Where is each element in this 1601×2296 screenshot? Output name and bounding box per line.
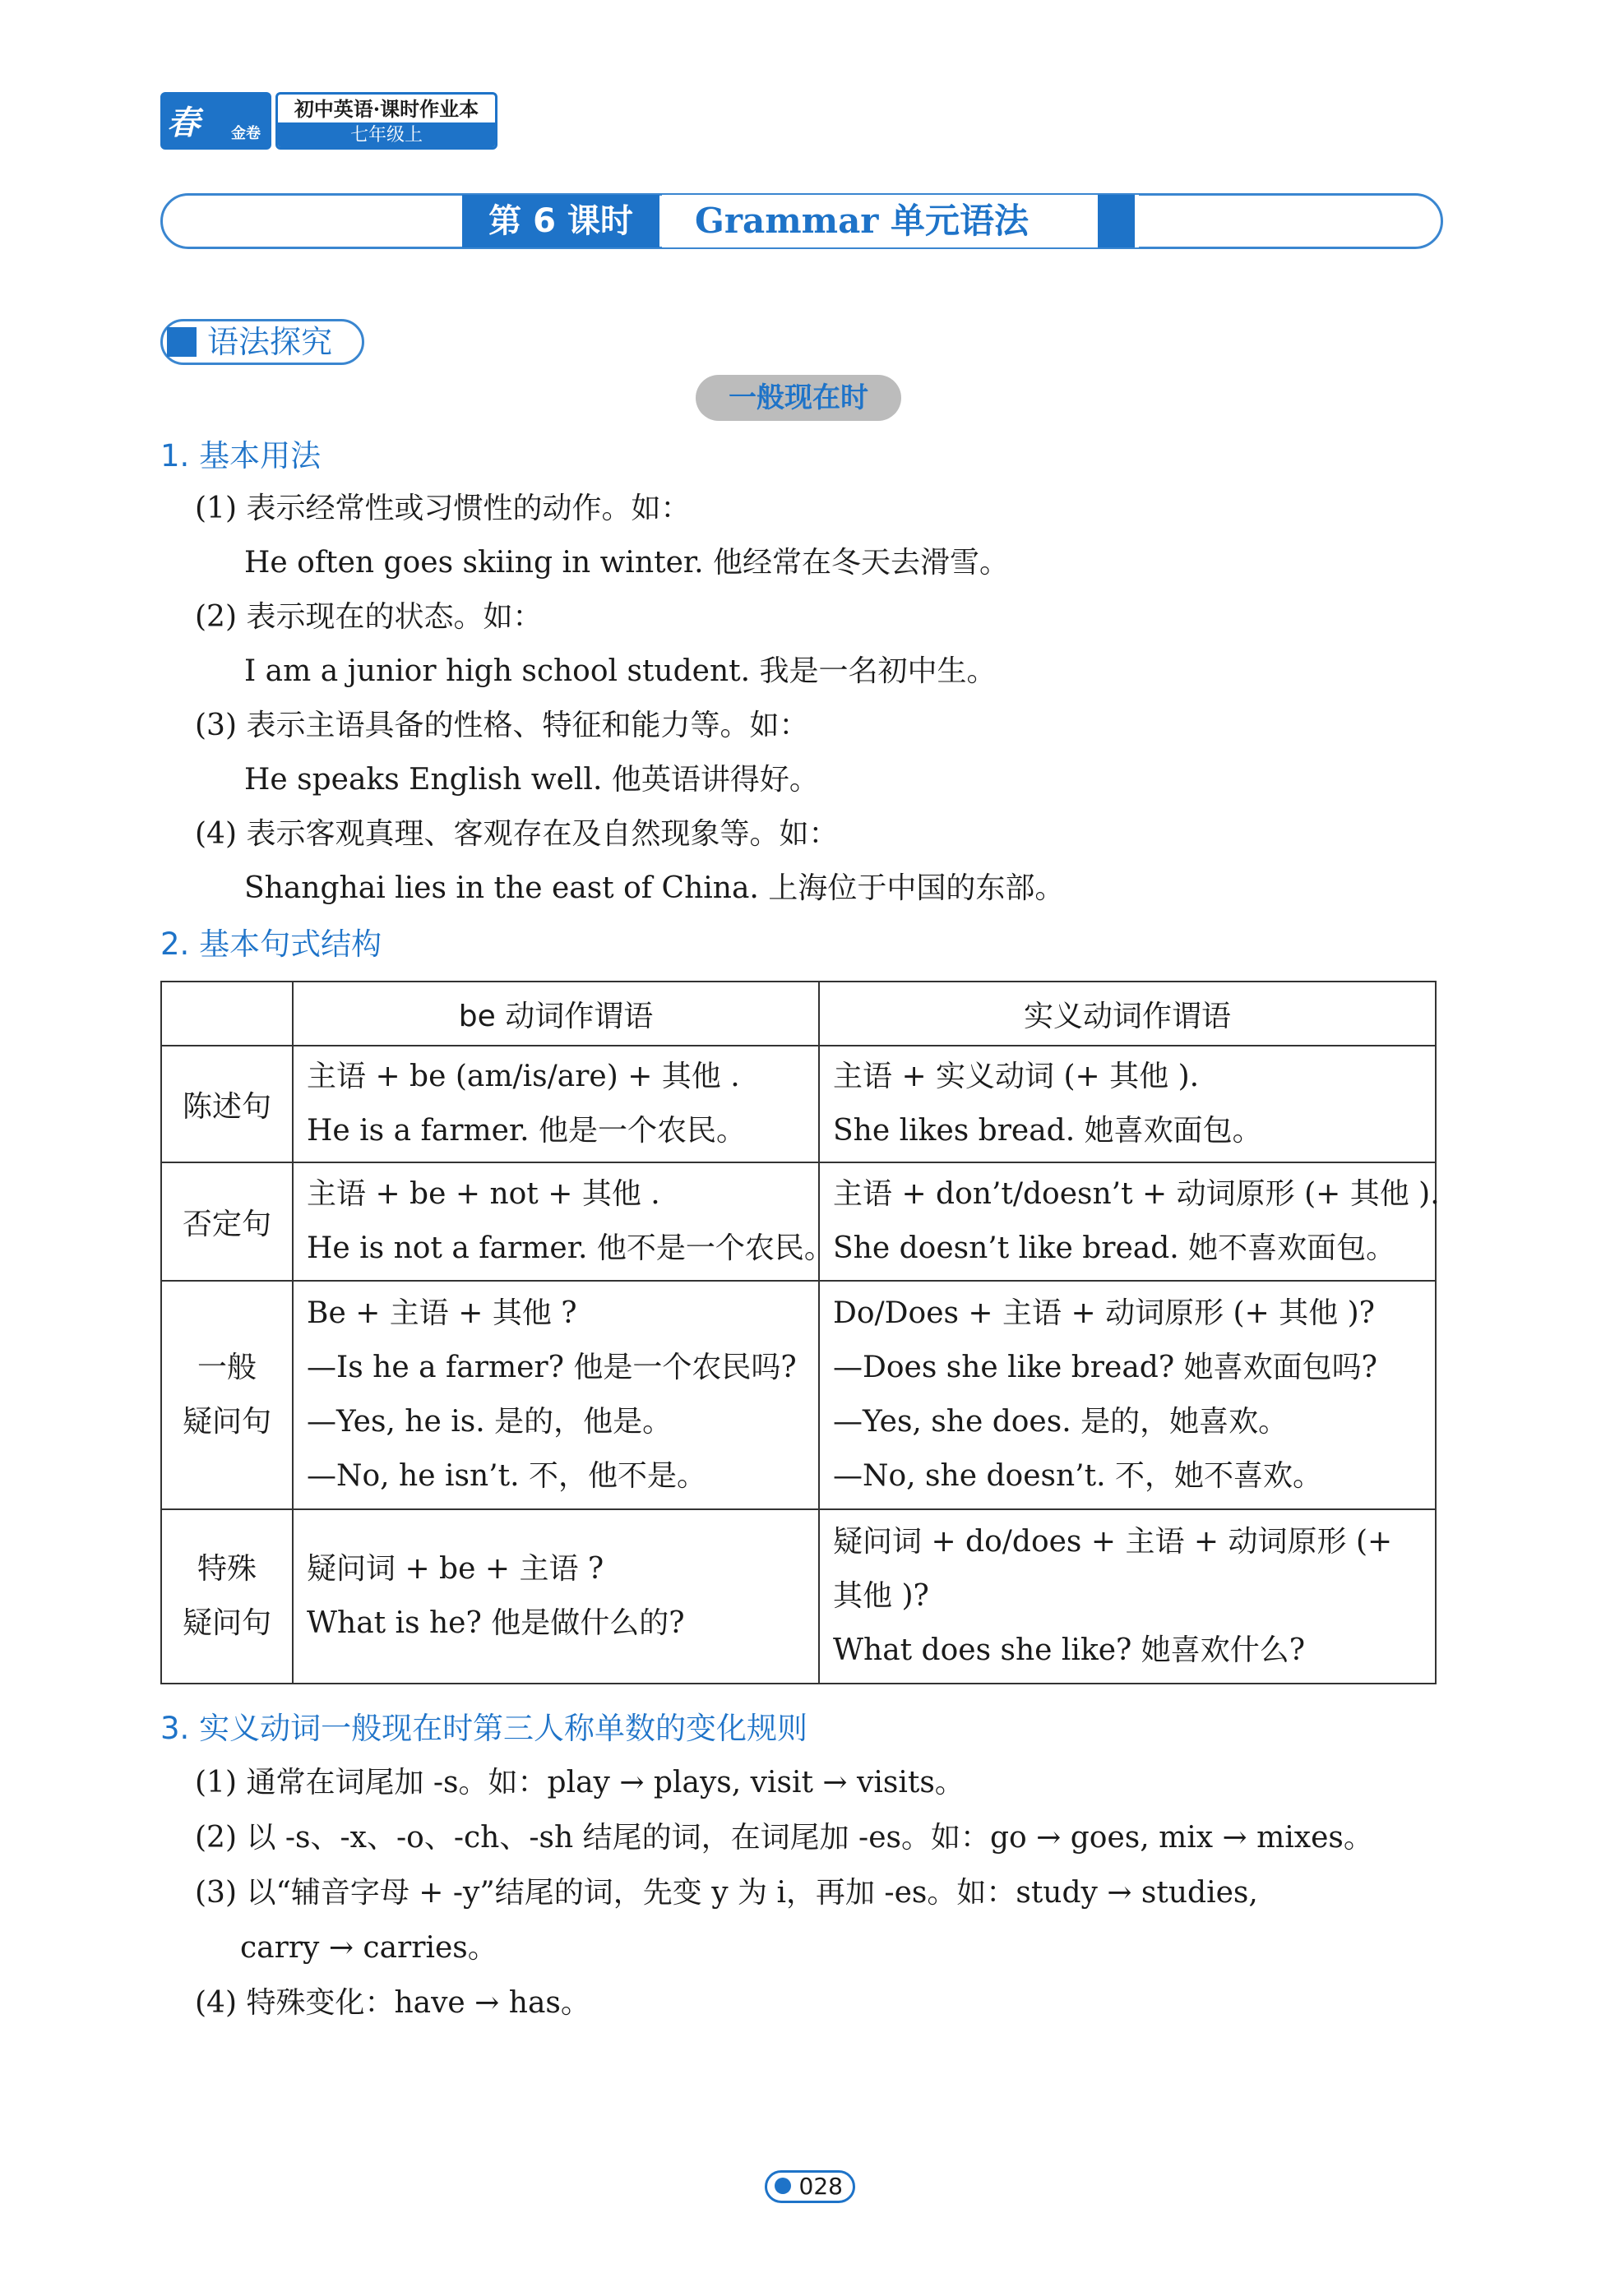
part1-item-3: (3) 表示主语具备的性格、特征和能力等。如： [195,709,809,742]
row-head-line: 疑问句 [182,1606,271,1640]
lesson-title: Grammar 单元语法 [662,195,1139,247]
cell-line: He is not a farmer. 他不是一个农民。 [307,1231,834,1265]
part2-heading: 2. 基本句式结构 [160,926,382,962]
part1-example-2: I am a junior high school student. 我是一名初中生。 [244,654,997,688]
cell-verb [819,1509,1436,1684]
brand-header [160,92,506,150]
row-head-line: 疑问句 [182,1405,271,1439]
cell-verb [819,1046,1436,1162]
cell-line: Do/Does + 主语 + 动词原形 (+ 其他 )? [833,1296,1375,1330]
cell-line: —No, she doesn’t. 不，她不喜欢。 [833,1459,1322,1493]
series-box [275,92,497,150]
cell-verb [819,1281,1436,1509]
part1-item-4: (4) 表示客观真理、客观存在及自然现象等。如： [195,817,839,851]
cell-line: 主语 + don’t/doesn’t + 动词原形 (+ 其他 ). [833,1177,1440,1211]
lesson-bar-end [1098,195,1135,247]
cell-line: —Is he a farmer? 他是一个农民吗? [307,1351,797,1384]
topic-pill: 一般现在时 [696,375,901,421]
part1-example-1: He often goes skiing in winter. 他经常在冬天去滑雪。 [244,546,1010,580]
series-title: 初中英语·课时作业本 [294,97,479,121]
part1-item-2: (2) 表示现在的状态。如： [195,600,543,634]
cell-line: What does she like? 她喜欢什么? [833,1633,1306,1667]
section-label: 语法探究 [207,324,333,360]
page-dot-icon [775,2178,791,2194]
cell-line: She likes bread. 她喜欢面包。 [833,1114,1262,1148]
grammar-table [160,981,1440,1684]
part3-item-2: (2) 以 -s、-x、-o、-ch、-sh 结尾的词，在词尾加 -es。如：go → goes, mix → mixes。 [195,1821,1373,1855]
cell-be [293,1162,834,1281]
part1-example-4: Shanghai lies in the east of China. 上海位于中国的东部。 [244,871,1065,905]
cell-line: 疑问词 + do/does + 主语 + 动词原形 (+ 其他 )? [833,1525,1393,1613]
part1-item-1: (1) 表示经常性或习惯性的动作。如： [195,492,691,525]
row-head-general-question [161,1281,293,1509]
table-row [161,1281,1436,1509]
part3-item-3-cont: carry → carries。 [240,1931,497,1965]
part1-heading: 1. 基本用法 [160,438,322,474]
cell-line: —Does she like bread? 她喜欢面包吗? [833,1351,1377,1384]
table-row [161,1509,1436,1684]
logo-sub: 金卷 [231,125,261,142]
row-head-negative: 否定句 [161,1162,293,1281]
cell-line: 主语 + be (am/is/are) + 其他 . [307,1060,740,1093]
cell-line: 主语 + 实义动词 (+ 其他 ). [833,1060,1200,1093]
part1-example-3: He speaks English well. 他英语讲得好。 [244,763,819,797]
cell-be [293,1046,819,1162]
cell-line: 疑问词 + be + 主语 ? [307,1552,604,1586]
table-row [161,1046,1436,1162]
table-row [161,1162,1436,1281]
brand-logo [160,92,271,150]
cell-line: What is he? 他是做什么的? [307,1606,685,1640]
row-head-statement: 陈述句 [161,1046,293,1162]
part3-heading: 3. 实义动词一般现在时第三人称单数的变化规则 [160,1711,808,1746]
row-head-line: 一般 [197,1351,257,1384]
cell-be [293,1509,819,1684]
cell-verb [819,1162,1440,1281]
row-head-line: 特殊 [197,1552,257,1586]
table-col-verb: 实义动词作谓语 [819,982,1436,1046]
table-col-be: be 动词作谓语 [293,982,819,1046]
cell-line: 主语 + be + not + 其他 . [307,1177,660,1211]
part3-item-1: (1) 通常在词尾加 -s。如：play → plays, visit → visits。 [195,1766,965,1799]
cell-line: —No, he isn’t. 不，他不是。 [307,1459,706,1493]
page-number: 028 [765,2170,855,2203]
cell-be [293,1281,819,1509]
cell-line: He is a farmer. 他是一个农民。 [307,1114,747,1148]
lesson-badge: 第 6 课时 [462,195,659,247]
series-grade: 七年级上 [278,122,495,149]
cell-line: She doesn’t like bread. 她不喜欢面包。 [833,1231,1396,1265]
section-square-icon [167,327,197,357]
row-head-special-question [161,1509,293,1684]
cell-line: Be + 主语 + 其他 ? [307,1296,577,1330]
logo-mark: 春 [167,104,200,142]
table-header-row [161,982,1436,1046]
cell-line: —Yes, he is. 是的，他是。 [307,1405,673,1439]
part3-item-4: (4) 特殊变化：have → has。 [195,1986,590,2020]
cell-line: —Yes, she does. 是的，她喜欢。 [833,1405,1289,1439]
part3-item-3: (3) 以“辅音字母 + -y”结尾的词，先变 y 为 i，再加 -es。如：study → studies, [195,1876,1258,1910]
table-corner [161,982,293,1046]
